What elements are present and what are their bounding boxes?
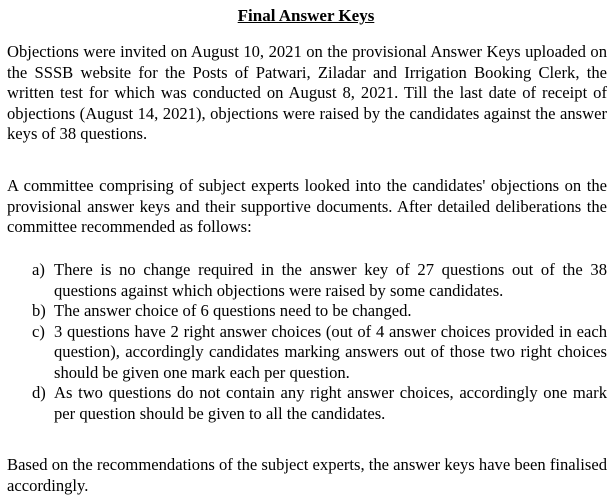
recommendation-text: 3 questions have 2 right answer choices (out of 4 answer choices provided in each question), accordingly candidates marking answers out of those two right choices should be given one mark each per question. [54, 321, 607, 382]
committee-paragraph: A committee comprising of subject experts looked into the candidates' objections on the provisional answer keys and their supportive documents. After detailed deliberations the committee recommended as follows: [7, 176, 607, 236]
recommendation-text: There is no change required in the answer key of 27 questions out of the 38 questions against which objections were raised by some candidates. [54, 260, 607, 300]
conclusion-paragraph: Based on the recommendations of the subject experts, the answer keys have been finalised accordingly. [7, 455, 607, 495]
recommendation-text: The answer choice of 6 questions need to be changed. [54, 301, 412, 320]
recommendations-list [32, 260, 607, 424]
recommendation-item-d [32, 383, 607, 424]
list-marker: b) [32, 301, 46, 320]
list-marker: c) [32, 321, 45, 341]
list-marker: a) [32, 260, 45, 279]
objections-paragraph: Objections were invited on August 10, 2021 on the provisional Answer Keys uploaded on the SSSB website for the Posts of Patwari, Ziladar and Irrigation Booking Clerk, the written test for which was conducted on August 8, 2021. Till the last date of receipt of objections (August 14, 2021), objections were raised by the candidates against the answer keys of 38 questions. [7, 42, 607, 143]
recommendation-item-b [32, 301, 607, 322]
list-marker: d) [32, 383, 46, 402]
recommendation-item-c [32, 322, 607, 384]
document-title: Final Answer Keys [237, 6, 375, 25]
recommendation-item-a [32, 260, 607, 301]
recommendation-text: As two questions do not contain any right answer choices, accordingly one mark per question should be given to all the candidates. [54, 383, 607, 423]
